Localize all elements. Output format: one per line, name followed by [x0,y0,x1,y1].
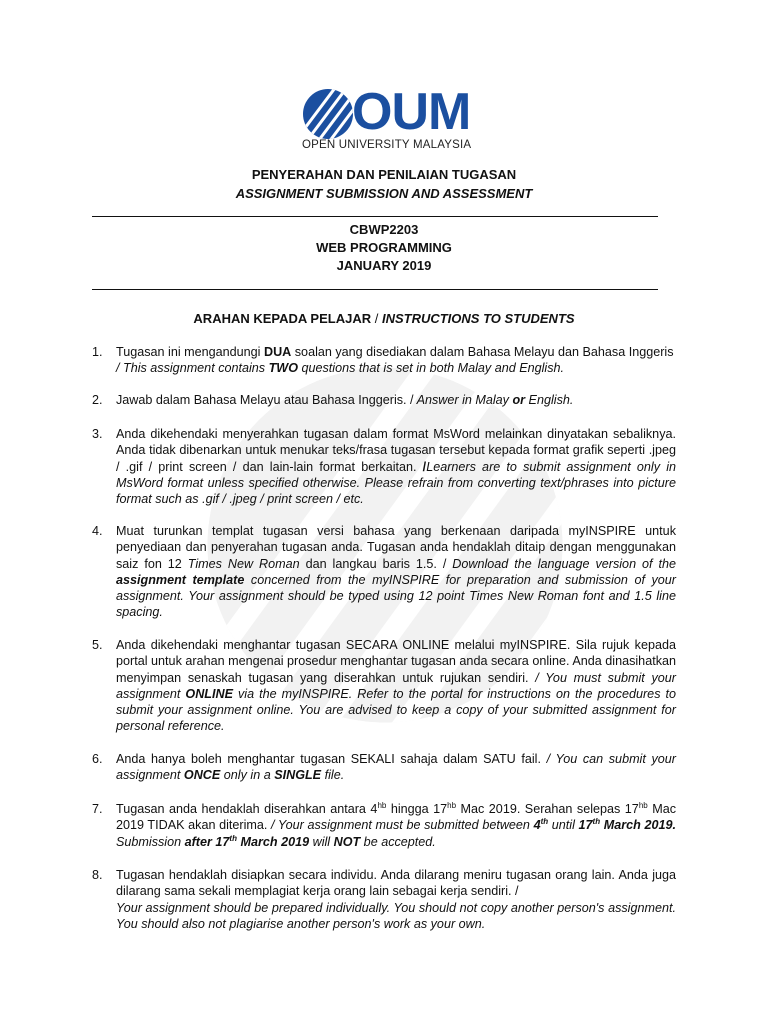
instruction-item-5: 5. Anda dikehendaki menghantar tugasan SECARA ONLINE melalui myINSPIRE. Sila rujuk kepada portal untuk arahan mengenai prosedur menghantar tugasan anda secara online. Anda dinasihatkan menyimpan senaskah tugasan yang diserahkan untuk rujukan sendiri. / You must submit your assignment ONLINE via the myINSPIRE. Refer to the portal for instructions on the procedures to submit your assignment online. You are advised to keep a copy of your submitted assignment for personal reference. [92,638,676,734]
item-number: 2. [92,393,103,407]
instruction-item-8: 8. Tugasan hendaklah disiapkan secara individu. Anda dilarang meniru tugasan orang lain. Anda juga dilarang sama sekali memplagiat kerja orang lain sebagai kerja sendiri. / Your assignment should be prepared individually. You should not copy another person's assignment. You should also not plagiarise another person's work as your own. [92,868,676,931]
instruction-item-2: 2. Jawab dalam Bahasa Melayu atau Bahasa Inggeris. / Answer in Malay or English. [92,393,574,407]
instruction-item-6: 6. Anda hanya boleh menghantar tugasan SEKALI sahaja dalam SATU fail. / You can submit your assignment ONCE only in a SINGLE file. [92,752,676,783]
item-number: 5. [92,638,103,652]
instruction-item-1: 1. Tugasan ini mengandungi DUA soalan yang disediakan dalam Bahasa Melayu dan Bahasa Inggeris / This assignment contains TWO questions that is set in both Malay and English. [92,345,674,376]
semester: JANUARY 2019 [336,258,432,273]
logo-wordmark: OUM [352,83,471,141]
item-number: 7. [92,802,103,816]
course-code: CBWP2203 [349,222,419,237]
title-english: ASSIGNMENT SUBMISSION AND ASSESSMENT [235,186,533,201]
item-number: 8. [92,868,103,882]
logo-subtitle: OPEN UNIVERSITY MALAYSIA [302,139,472,151]
item-number: 6. [92,752,103,766]
course-name: WEB PROGRAMMING [316,240,452,255]
instruction-item-3: 3. Anda dikehendaki menyerahkan tugasan dalam format MsWord melainkan dinyatakan sebaliknya. Anda tidak dibenarkan untuk menukar teks/frasa tugasan tersebut kepada format grafik seperti .jpeg / .gif / print screen / dan lain-lain format berkaitan. /Learners are to submit assignment only in MsWord format unless specified otherwise. Please refrain from converting text/phrases into picture format such as .gif / .jpeg / print screen / etc. [92,427,676,507]
oum-logo [296,84,486,154]
instruction-item-4: 4. Muat turunkan templat tugasan versi bahasa yang berkenaan daripada myINSPIRE untuk penyediaan dan penyerahan tugasan anda. Tugasan anda hendaklah ditaip dengan menggunakan saiz fon 12 Times New Roman dan langkau baris 1.5. / Download the language version of the assignment template concerned from the myINSPIRE for preparation and submission of your assignment. Your assignment should be typed using 12 point Times New Roman font and 1.5 line spacing. [92,524,676,620]
divider-top [92,216,658,217]
heading-english: INSTRUCTIONS TO STUDENTS [381,311,575,326]
item-number: 4. [92,524,103,538]
oum-globe-icon [302,88,354,140]
title-malay: PENYERAHAN DAN PENILAIAN TUGASAN [251,167,517,182]
item-number: 1. [92,345,103,359]
divider-bottom [92,289,658,290]
item-number: 3. [92,427,103,441]
instructions-heading [0,311,768,326]
heading-malay: ARAHAN KEPADA PELAJAR [193,311,372,326]
instruction-item-7: 7. Tugasan anda hendaklah diserahkan antara $4^{hb}$ hingga $17^{hb}$ Mac 2019. Serahan selepas $17^{hb}$ Mac 2019 TIDAK akan diterima. / Your assignment must be submitted between 4th until 17th March 2019. Submission after 17th March 2019 will NOT be accepted. [92,800,676,849]
heading-sep: / [371,311,382,326]
